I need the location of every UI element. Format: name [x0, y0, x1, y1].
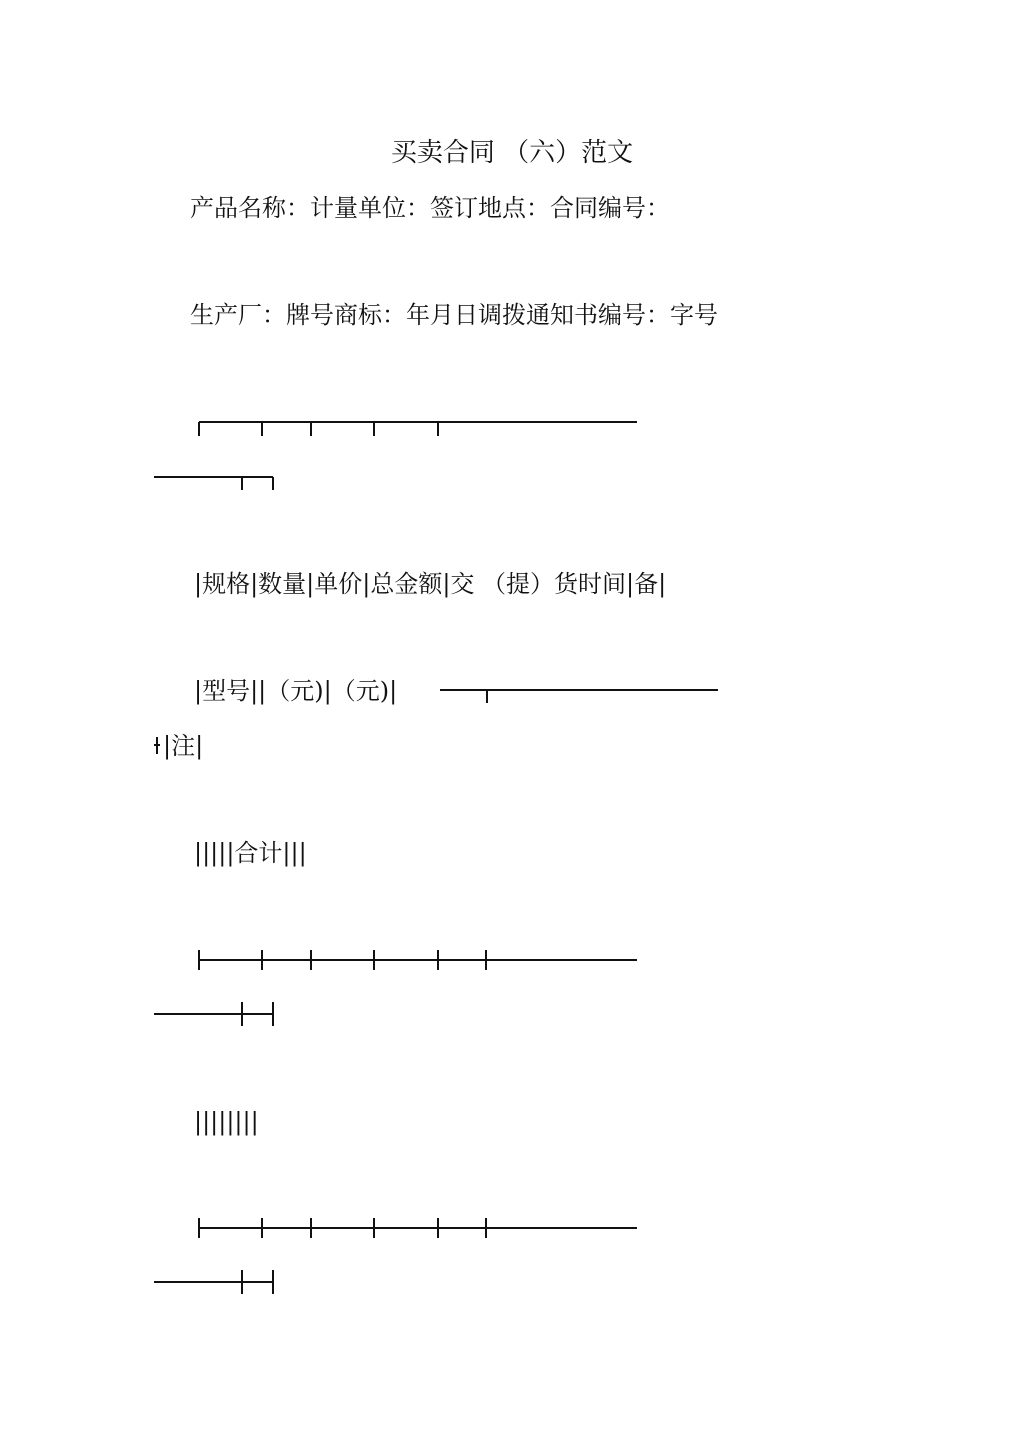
table-row-total: |||||合计||| [194, 839, 307, 867]
table-row-header: |规格|数量|单价|总金额|交 （提）货时间|备| [194, 570, 667, 598]
table-row-empty: |||||||| [194, 1108, 259, 1136]
document-title: 买卖合同 （六）范文 [390, 138, 634, 168]
header-fields-line-2: 生产厂：牌号商标：年月日调拨通知书编号：字号 [190, 301, 718, 329]
header-fields-line-1: 产品名称：计量单位：签订地点：合同编号： [190, 194, 670, 222]
table-row-subheader: |型号||（元)|（元)| [194, 677, 398, 705]
table-row-note: |注| [163, 732, 204, 760]
